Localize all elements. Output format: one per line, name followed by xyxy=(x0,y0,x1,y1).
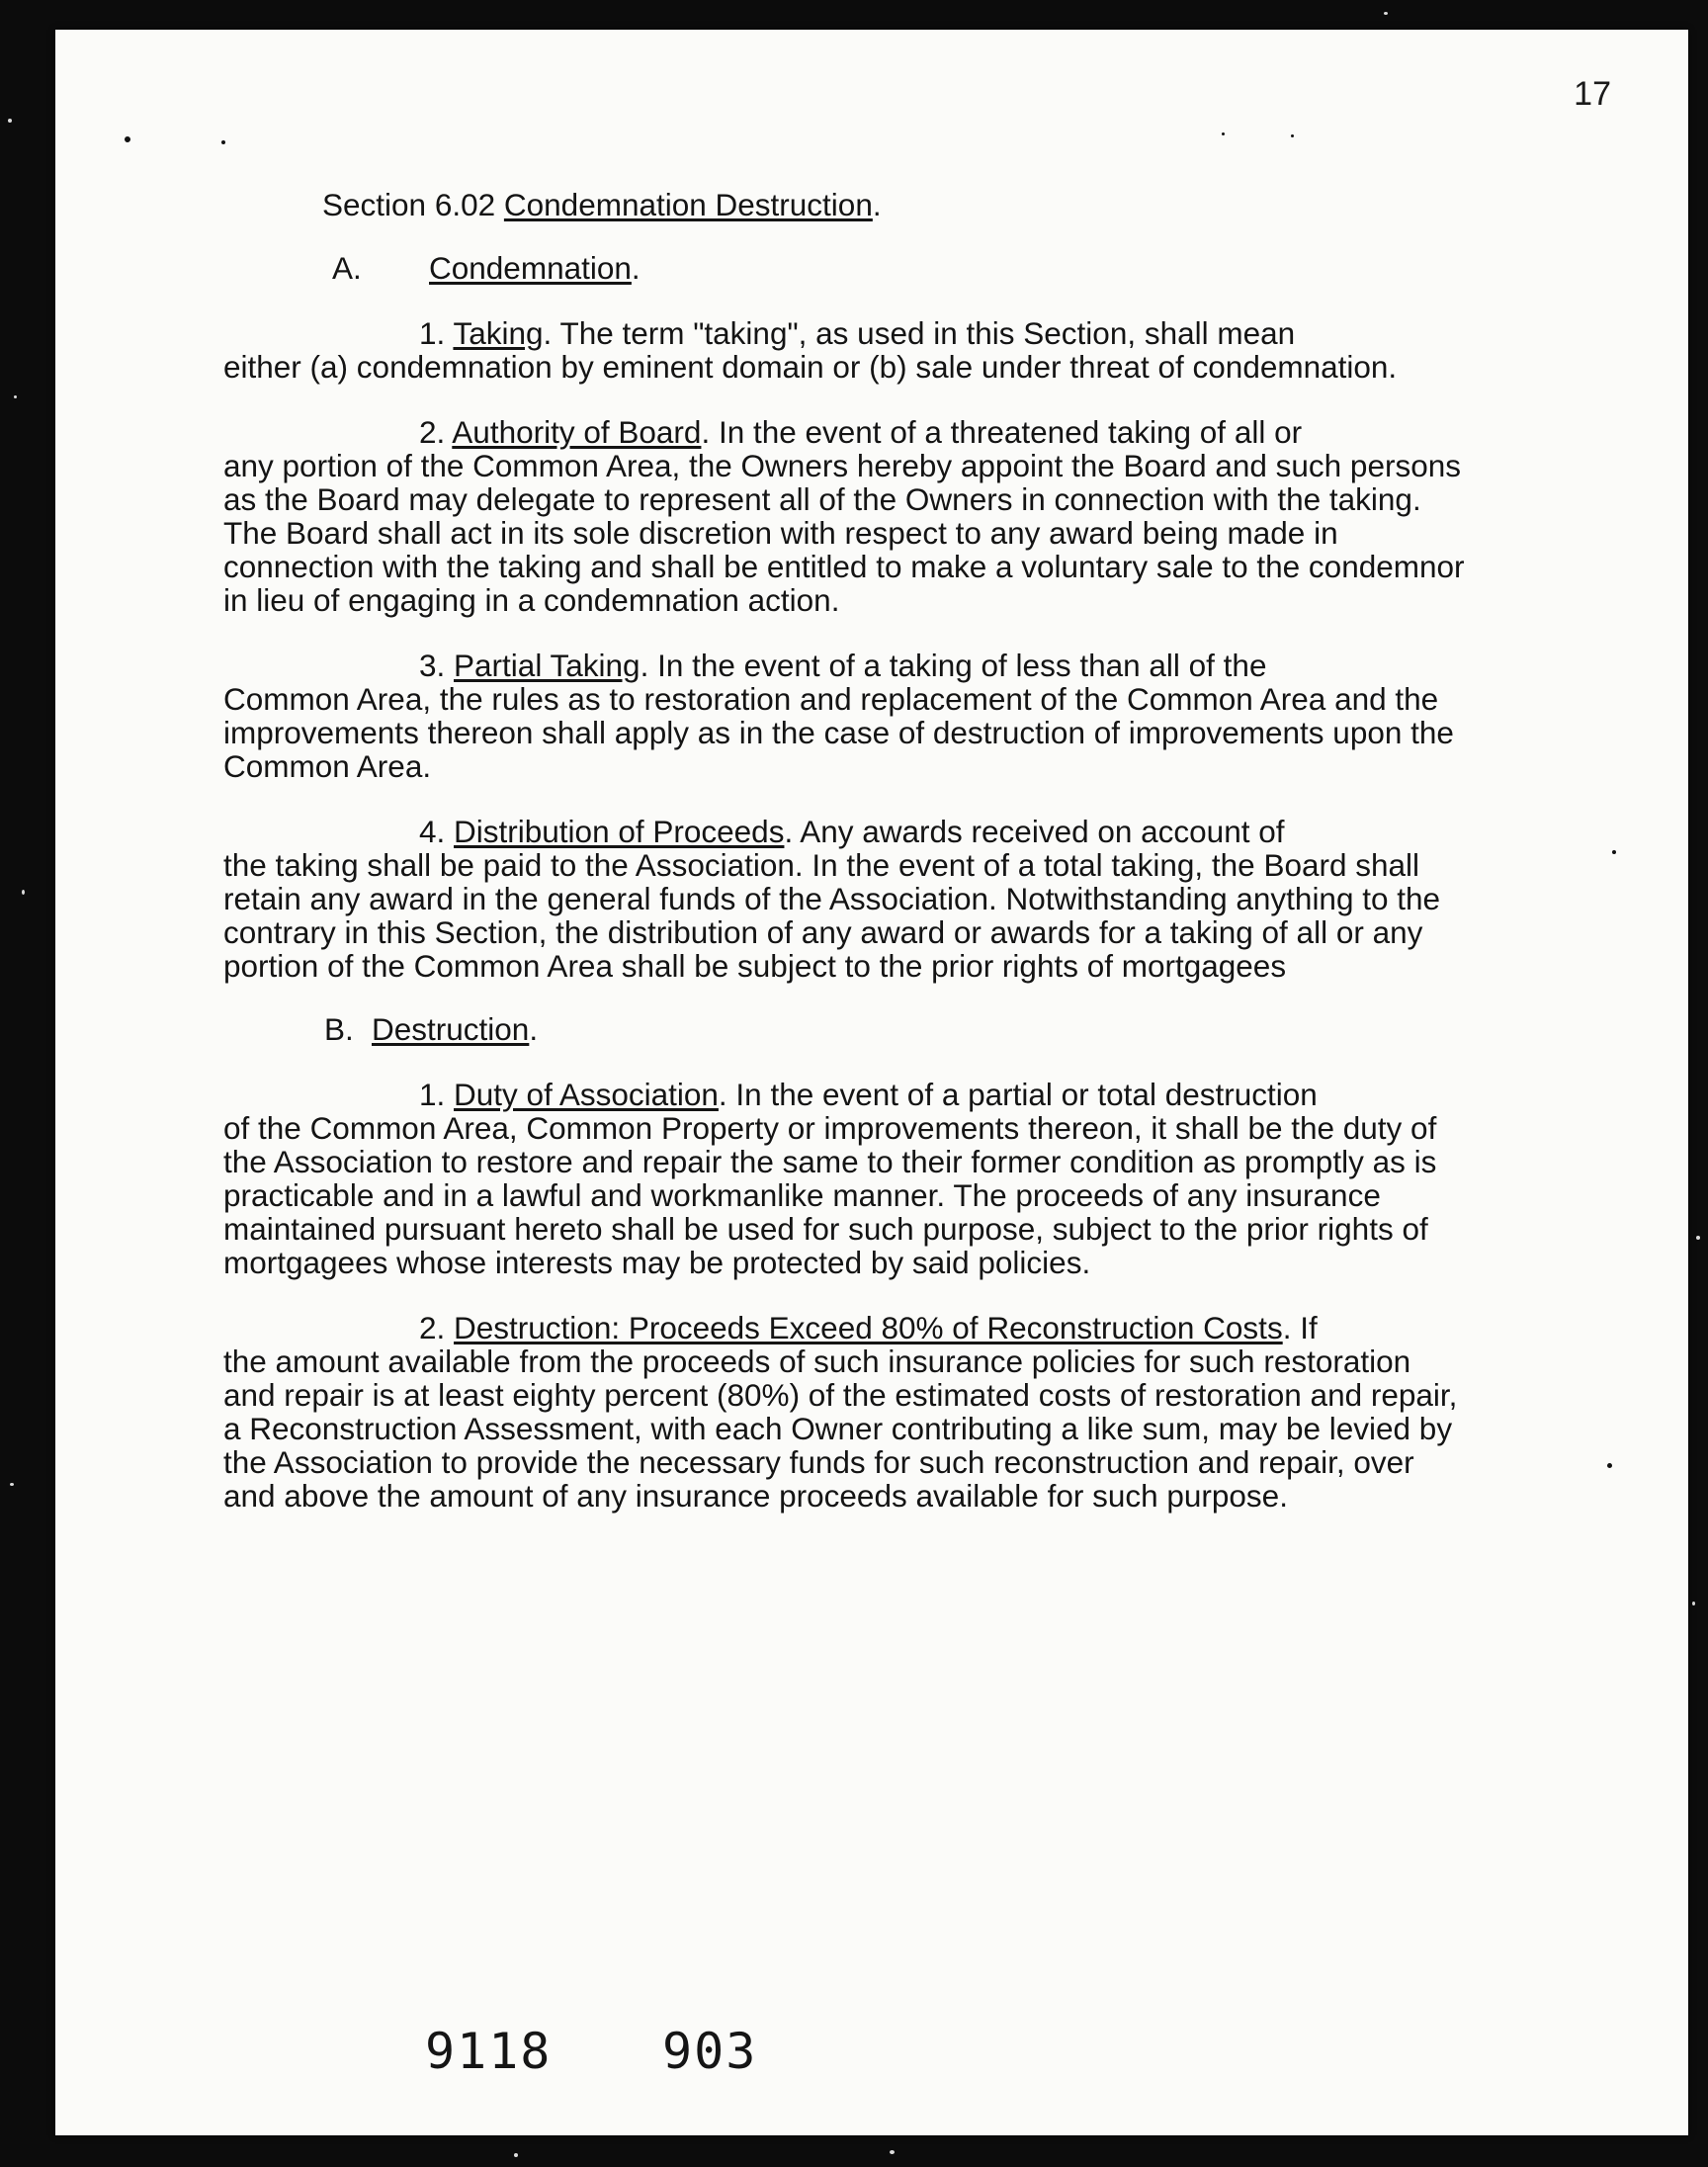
part-a-suffix: . xyxy=(631,250,640,286)
item-number: 3. xyxy=(419,648,455,683)
paragraph-a3 xyxy=(223,649,1469,783)
item-number: 1. xyxy=(419,315,454,351)
item-number: 2. xyxy=(419,414,453,450)
paragraph-a4 xyxy=(223,815,1469,983)
ink-speck xyxy=(1222,132,1225,135)
item-first-line: . In the event of a threatened taking of all or xyxy=(701,414,1303,450)
part-b-title: Destruction xyxy=(372,1011,530,1047)
footer-code-left: 9118 xyxy=(425,2023,553,2080)
item-title: Taking xyxy=(453,315,544,351)
document-body xyxy=(223,188,1469,1513)
paragraph-a2 xyxy=(223,415,1469,617)
item-body: the taking shall be paid to the Association. In the event of a total taking, the Board shall retain any award in the general funds of the Association. Notwithstanding anything to the contrary in this Section, the distribution of any award or awards for a taking of all or any portion of the Common Area shall be subject to the prior rights of mortgagees xyxy=(223,847,1441,984)
part-b-heading xyxy=(324,1012,1469,1046)
part-a-heading xyxy=(332,251,1469,285)
ink-speck xyxy=(125,136,130,142)
item-title: Partial Taking xyxy=(454,648,640,683)
item-title: Destruction: Proceeds Exceed 80% of Reconstruction Costs xyxy=(454,1310,1283,1345)
ink-speck xyxy=(1607,1463,1612,1468)
part-b-letter: B. xyxy=(324,1011,354,1047)
section-heading xyxy=(322,188,1469,221)
part-b-suffix: . xyxy=(529,1011,539,1047)
item-title: Duty of Association xyxy=(454,1077,719,1112)
section-suffix: . xyxy=(872,187,882,222)
item-title: Authority of Board xyxy=(452,414,702,450)
ink-speck xyxy=(1291,134,1294,137)
item-title: Distribution of Proceeds xyxy=(454,814,785,849)
item-first-line: . In the event of a partial or total destruction xyxy=(718,1077,1318,1112)
part-a-title: Condemnation xyxy=(429,250,632,286)
item-number: 1. xyxy=(419,1077,455,1112)
item-first-line: . In the event of a taking of less than all of the xyxy=(640,648,1267,683)
section-title: Condemnation Destruction xyxy=(503,187,873,222)
paragraph-a1 xyxy=(223,316,1469,384)
ink-speck xyxy=(1612,850,1616,854)
item-first-line: . If xyxy=(1282,1310,1318,1345)
page-number: 17 xyxy=(1574,75,1611,113)
paragraph-b1 xyxy=(223,1078,1469,1279)
item-body: the amount available from the proceeds of such insurance policies for such restoration and repair is at least eighty percent (80%) of the estimated costs of restoration and repair, a Reconstruction Assessment, with each Owner contributing a like sum, may be levied by the Association to provide the necessary funds for such reconstruction and repair, over and above the amount of any insurance proceeds available for such purpose. xyxy=(223,1344,1458,1514)
item-body: either (a) condemnation by eminent domain or (b) sale under threat of condemnation. xyxy=(223,349,1398,385)
footer-code-right: 903 xyxy=(662,2023,758,2080)
item-body: of the Common Area, Common Property or improvements thereon, it shall be the duty of the Association to restore and repair the same to their former condition as promptly as is practicable and in a lawful and workmanlike manner. The proceeds of any insurance maintained pursuant hereto shall be used for such purpose, subject to the prior rights of mortgagees whose interests may be protected by said policies. xyxy=(223,1110,1437,1280)
section-prefix: Section 6.02 xyxy=(322,187,504,222)
item-number: 2. xyxy=(419,1310,455,1345)
item-body: any portion of the Common Area, the Owners hereby appoint the Board and such persons as the Board may delegate to represent all of the Owners in connection with the taking. The Board shall act in its sole discretion with respect to any award being made in connection with the taking and shall be entitled to make a voluntary sale to the condemnor in lieu of engaging in a condemnation action. xyxy=(223,448,1465,618)
part-a-letter: A. xyxy=(332,250,362,286)
item-first-line: . The term "taking", as used in this Section, shall mean xyxy=(543,315,1296,351)
item-number: 4. xyxy=(419,814,455,849)
paragraph-b2 xyxy=(223,1311,1469,1513)
ink-speck xyxy=(221,140,225,144)
item-body: Common Area, the rules as to restoration and replacement of the Common Area and the improvements thereon shall apply as in the case of destruction of improvements upon the Common Area. xyxy=(223,681,1454,784)
item-first-line: . Any awards received on account of xyxy=(784,814,1285,849)
